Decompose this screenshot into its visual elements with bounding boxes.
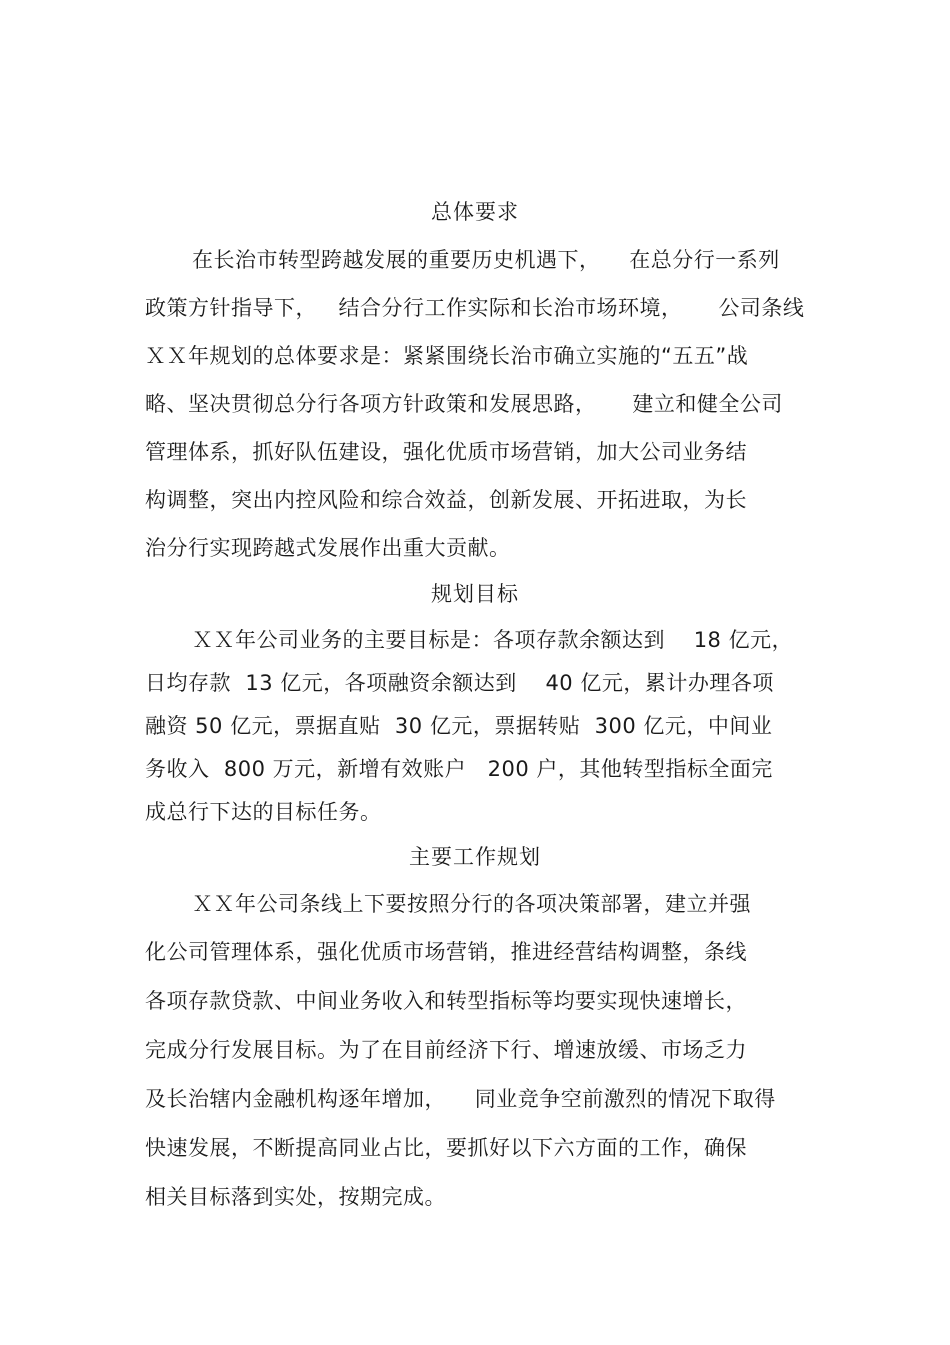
paragraph-line: ＸＸ年公司条线上下要按照分行的各项决策部署，建立并强	[192, 892, 751, 916]
section-heading-main-work-plan: 主要工作规划	[409, 845, 541, 869]
paragraph-line: 化公司管理体系，强化优质市场营销，推进经营结构调整，条线	[145, 940, 747, 964]
paragraph-line: 成总行下达的目标任务。	[145, 800, 382, 824]
paragraph-line: 治分行实现跨越式发展作出重大贡献。	[145, 536, 511, 560]
paragraph-line: 各项存款贷款、中间业务收入和转型指标等均要实现快速增长，	[145, 989, 747, 1013]
section-heading-planning-goals: 规划目标	[431, 582, 519, 606]
paragraph-line: 快速发展，不断提高同业占比，要抓好以下六方面的工作，确保	[145, 1136, 747, 1160]
paragraph-line: 略、坚决贯彻总分行各项方针政策和发展思路， 建立和健全公司	[145, 392, 783, 416]
paragraph-line: ＸＸ年规划的总体要求是：紧紧围绕长治市确立实施的“五五”战	[145, 344, 749, 368]
paragraph-line: 日均存款 13 亿元，各项融资余额达到 40 亿元，累计办理各项	[145, 671, 774, 695]
paragraph-line: 完成分行发展目标。为了在目前经济下行、增速放缓、市场乏力	[145, 1038, 747, 1062]
paragraph-line: 融资 50 亿元，票据直贴 30 亿元，票据转贴 300 亿元，中间业	[145, 714, 773, 738]
paragraph-line: 在长治市转型跨越发展的重要历史机遇下， 在总分行一系列	[192, 248, 780, 272]
paragraph-line: 政策方针指导下， 结合分行工作实际和长治市场环境， 公司条线	[145, 296, 805, 320]
paragraph-line: 务收入 800 万元，新增有效账户 200 户，其他转型指标全面完	[145, 757, 773, 781]
paragraph-line: ＸＸ年公司业务的主要目标是：各项存款余额达到 18 亿元，	[192, 628, 794, 652]
section-heading-overall-requirements: 总体要求	[431, 200, 519, 224]
paragraph-line: 构调整，突出内控风险和综合效益，创新发展、开拓进取，为长	[145, 488, 747, 512]
paragraph-line: 及长治辖内金融机构逐年增加， 同业竞争空前激烈的情况下取得	[145, 1087, 776, 1111]
paragraph-line: 相关目标落到实处，按期完成。	[145, 1185, 446, 1209]
paragraph-line: 管理体系，抓好队伍建设，强化优质市场营销，加大公司业务结	[145, 440, 747, 464]
